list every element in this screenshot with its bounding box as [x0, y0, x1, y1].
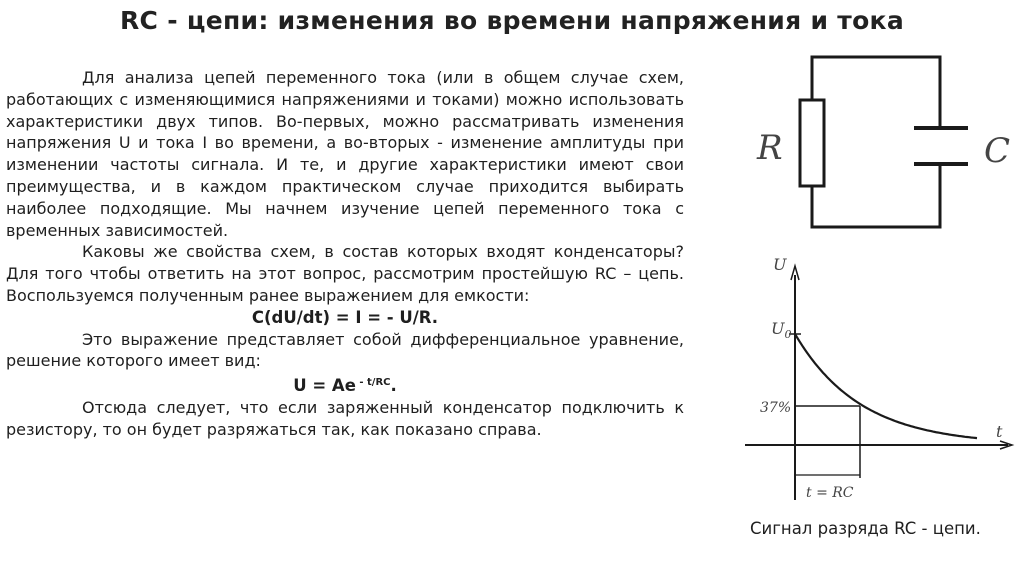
paragraph-intro: Для анализа цепей переменного тока (или в общем случае схем, работающих с изменяющимися напряжениями и токами) можно использовать характеристики двух типов. Во-первых, можно рассматривать изменения напряжения U и тока I во времени, а во-вторых - изменение амплитуды при изменении частоты сигнала. И те, и другие характеристики имеют свои преимущества, и в каждом практическом случае приходится выбирать наиболее подходящие. Мы начнем изучение цепей переменного тока с временных зависимостей. — [6, 68, 684, 240]
formula-solution-exponent: - t/RC — [355, 377, 391, 389]
u0-label — [771, 319, 791, 341]
rc-circuit-diagram — [800, 57, 966, 227]
formula-capacitor-equation: C(dU/dt) = I = - U/R. — [251, 307, 439, 327]
discharge-graph — [745, 255, 1012, 501]
percent-label: 37% — [760, 400, 792, 416]
figure-caption: Сигнал разряда RC - цепи. — [750, 519, 981, 538]
paragraph-conclusion: Отсюда следует, что если заряженный конденсатор подключить к резистору, то он будет разряжаться так, как показано справа. — [6, 397, 684, 439]
paragraph-rc-question: Каковы же свойства схем, в состав которых входят конденсаторы? Для того чтобы ответить на этот вопрос, рассмотрим простейшую RC – цепь. Воспользуемся полученным ранее выражением для емкости: — [6, 242, 684, 305]
decay-curve — [795, 334, 977, 438]
circuit-wire — [812, 57, 940, 128]
x-axis-label: t — [996, 422, 1003, 441]
page-title: RC - цепи: изменения во времени напряжения и тока — [120, 6, 904, 35]
resistor-symbol — [800, 100, 824, 186]
capacitor-label: C — [984, 131, 1011, 171]
paragraph-differential: Это выражение представляет собой дифференциальное уравнение, решение которого имеет вид: — [6, 329, 684, 371]
u0-label-main: U — [771, 319, 785, 338]
time-constant-label: t = RC — [806, 485, 854, 501]
resistor-label: R — [757, 128, 783, 168]
formula-solution-end: . — [390, 376, 397, 396]
formula-solution-base: U = Ae — [293, 376, 356, 396]
circuit-wire-bottom — [812, 164, 940, 227]
u0-label-subscript: 0 — [784, 328, 792, 341]
y-axis-label: U — [773, 255, 787, 274]
